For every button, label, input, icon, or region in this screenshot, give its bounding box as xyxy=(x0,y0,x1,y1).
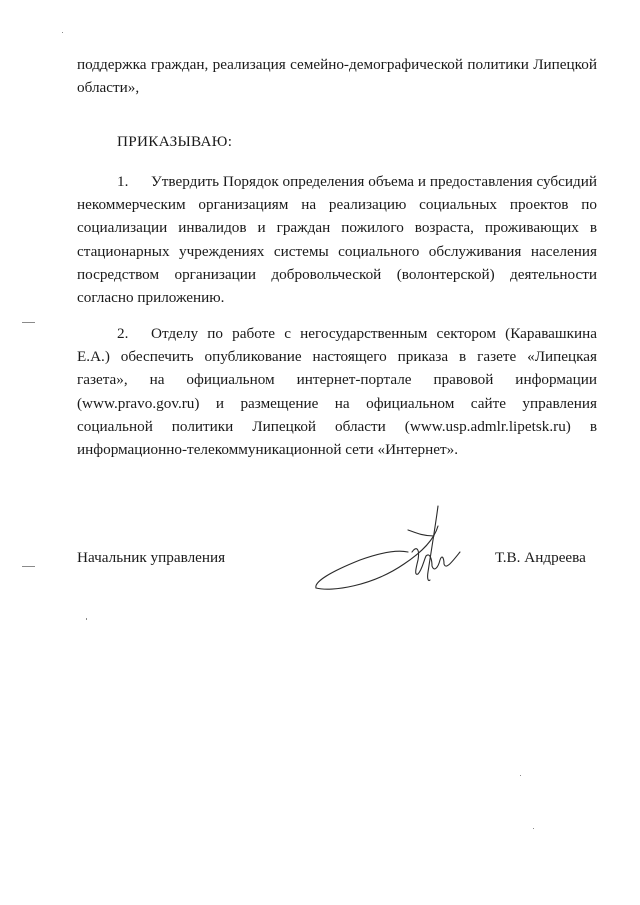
scan-mark xyxy=(520,775,521,776)
scan-mark xyxy=(533,828,534,829)
order-item-1 xyxy=(77,170,597,309)
order-heading: ПРИКАЗЫВАЮ: xyxy=(117,133,233,150)
signatory-name: Т.В. Андреева xyxy=(495,549,586,566)
intro-paragraph: поддержка граждан, реализация семейно-демографической политики Липецкой области», xyxy=(77,56,597,97)
scan-mark xyxy=(22,566,35,567)
signatory-title: Начальник управления xyxy=(77,549,226,566)
scan-mark xyxy=(22,322,35,323)
item-number: 1. xyxy=(117,173,129,190)
item-number: 2. xyxy=(117,325,129,342)
handwritten-signature xyxy=(312,502,472,594)
scan-mark xyxy=(86,618,87,620)
order-item-2 xyxy=(77,322,597,461)
item-text: Утвердить Порядок определения объема и предоставления субсидий некоммерческим организациям на реализацию социальных проектов по социализации инвалидов и граждан пожилого возраста, проживающих в стационарных учреждениях системы социального обслуживания населения посредством организации добровольческой (волонтерской) деятельности согласно приложению. xyxy=(77,173,597,307)
scan-mark xyxy=(62,32,63,33)
item-text: Отделу по работе с негосударственным сектором (Каравашкина Е.А.) обеспечить опубликование настоящего приказа в газете «Липецкая газета», на официальном интернет-портале правовой информации (www.pravo.gov.ru) и размещение на официальном сайте управления социальной политики Липецкой области (www.usp.admlr.lipetsk.ru) в информационно-телекоммуникационной сети «Интернет». xyxy=(77,325,597,459)
